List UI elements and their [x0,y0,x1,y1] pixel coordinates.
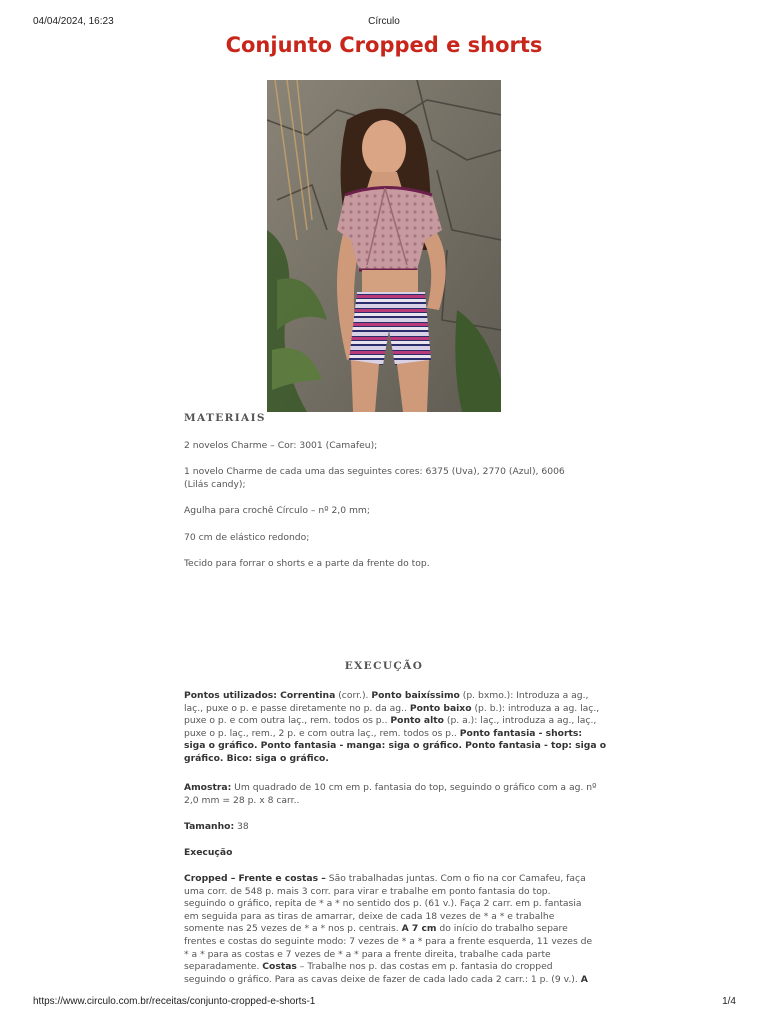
text-run: (corr.). [335,690,372,701]
text-run: (p. a.): laç., introduza a ag., laç., [443,715,597,727]
text-run: puxe o p. laç., rem., 2 p. e com outra laç., rem. todos os p.. [184,727,460,739]
bold-run: Cropped – Frente e costas – [184,873,326,884]
tamanho-label: Tamanho: [184,821,235,832]
text-run: do início do trabalho separe [436,923,568,935]
material-item: 1 novelo Charme de cada uma das seguintes cores: 6375 (Uva), 2770 (Azul), 6006 [184,466,565,477]
print-url: https://www.circulo.com.br/receitas/conjunto-cropped-e-shorts-1 [33,996,316,1007]
text-run: frentes e costas do seguinte modo: 7 vezes de * a * para a frente esquerda, 11 vezes de [184,935,593,947]
text-run: Um quadrado de 10 cm em p. fantasia do top, seguindo o gráfico com a ag. nº [231,782,597,793]
points-paragraph [184,690,607,766]
text-line [184,886,584,899]
amostra-paragraph [184,782,597,807]
model-photo [267,80,501,412]
text-line [184,898,584,911]
text-run: 2,0 mm = 28 p. x 8 carr.. [184,794,300,806]
text-run: em seguida para as tiras de amarrar, deixe de cada 18 vezes de * a * e trabalhe [184,910,555,922]
text-line [184,873,584,886]
bold-run: Pontos utilizados: Correntina [184,690,336,701]
text-run: somente nas 25 vezes de * a * nos p. centrais. [184,923,402,935]
bold-run: Costas [262,961,297,973]
tamanho-value: 38 [234,821,249,832]
material-item: 2 novelos Charme – Cor: 3001 (Camafeu); [184,440,378,451]
bold-run: Ponto alto [390,715,444,727]
text-line [184,782,597,795]
bold-run: Ponto baixíssimo [371,690,460,701]
text-line [184,973,588,987]
text-run: * a * para as costas e 7 vezes de * a * para a frente direita, trabalhe cada parte [184,948,551,960]
text-line [184,728,584,741]
bold-run: Ponto fantasia - shorts: [459,727,583,739]
print-page-number: 1/4 [722,996,736,1007]
material-item: 70 cm de elástico redondo; [184,532,310,543]
bold-run: siga o gráfico. Ponto fantasia - manga: siga o gráfico. Ponto fantasia - top: siga o [184,740,607,752]
bold-run: A [580,973,588,985]
materials-heading: MATERIAIS [184,412,266,424]
material-item: Agulha para crochê Círculo – nº 2,0 mm; [184,505,370,516]
text-line [184,795,584,808]
cropped-paragraph [184,873,593,986]
print-site-name: Círculo [368,16,400,27]
text-run: seguindo o gráfico. Para as cavas deixe de fazer de cada lado cada 2 carr.: 1 p. (9 v.). [184,973,581,985]
bold-run: gráfico. Bico: siga o gráfico. [184,752,329,764]
text-line [184,911,584,924]
tamanho-paragraph [184,821,584,834]
bold-run: A 7 cm [401,923,437,935]
text-run: puxe o p. e com outra laç., rem. todos os p.. [184,715,391,727]
text-line [184,935,593,949]
text-run: uma corr. de 548 p. mais 3 corr. para virar e trabalhe em ponto fantasia do top. [184,885,551,897]
print-datetime: 04/04/2024, 16:23 [33,16,114,27]
material-item: (Lilás candy); [184,479,246,490]
execution-heading: EXECUÇÃO [344,660,424,672]
text-run: seguindo o gráfico, repita de * a * no sentido dos p. (61 v.). Faça 2 carr. em p. fantasia [184,898,582,910]
text-run: – Trabalhe nos p. das costas em p. fantasia do cropped [296,961,553,973]
text-line [184,753,584,766]
text-line [184,923,584,936]
text-line [184,715,597,728]
text-run: (p. b.): introduza a ag. laç., [471,702,600,714]
text-line [184,690,589,703]
bold-run: Amostra: [184,782,232,793]
page-title: Conjunto Cropped e shorts [225,33,543,57]
material-item: Tecido para forrar o shorts e a parte da frente do top. [184,558,430,569]
text-line [184,961,584,974]
bold-run: Ponto baixo [409,702,472,714]
execucao-subheading: Execução [184,847,233,858]
text-line [184,949,584,962]
text-run: (p. bxmo.): Introduza a ag., [459,690,589,701]
text-run: São trabalhadas juntas. Com o fio na cor Camafeu, faça [325,873,586,884]
text-run: laç., puxe o p. e passe diretamente no p. da ag.. [184,702,410,714]
text-run: separadamente. [184,961,263,973]
text-line [184,740,607,753]
text-line [184,702,600,716]
